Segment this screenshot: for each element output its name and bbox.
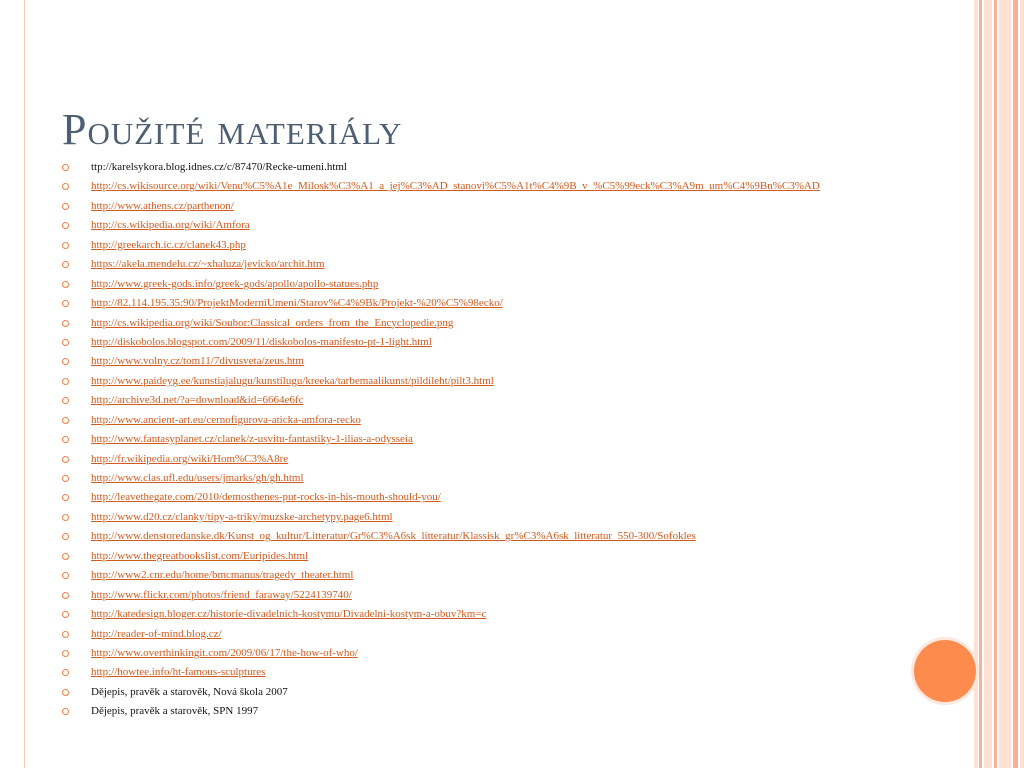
- source-item: [62, 530, 842, 543]
- source-item: [62, 200, 842, 213]
- source-link[interactable]: http://cs.wikisource.org/wiki/Venu%C5%A1e_Milosk%C3%A1_a_jej%C3%AD_stanovi%C5%A1t%C4%9B_v_%C5%99eck%C3%A9m_um%C4%9Bn%C3%AD: [91, 180, 820, 193]
- decorative-stripes: [974, 0, 1024, 768]
- source-item: [62, 628, 842, 641]
- source-link[interactable]: http://www.denstoredanske.dk/Kunst_og_kultur/Litteratur/Gr%C3%A6sk_litteratur/Klassisk_gr%C3%A6sk_litteratur_550-300/Sofokles: [91, 530, 696, 543]
- source-link[interactable]: http://www.ancient-art.eu/cernofigurova-aticka-amfora-recko: [91, 413, 361, 426]
- source-item: [62, 589, 842, 602]
- source-item: [62, 569, 842, 582]
- source-link[interactable]: http://www.paideyg.ee/kunstiajalugu/kunstilugu/kreeka/tarbemaalikunst/pildileht/pilt3.html: [91, 374, 494, 387]
- source-link[interactable]: http://katedesign.bloger.cz/historie-divadelnich-kostymu/Divadelni-kostym-a-obuv?km=c: [91, 608, 487, 621]
- bullet-icon: [62, 553, 69, 560]
- source-item: [62, 297, 842, 310]
- source-item: [62, 355, 842, 368]
- bullet-icon: [62, 222, 69, 229]
- bullet-icon: [62, 708, 69, 715]
- source-text: ttp://karelsykora.blog.idnes.cz/c/87470/Recke-umeni.html: [91, 161, 347, 173]
- source-link[interactable]: http://82.114.195.35:90/ProjektModerniUmeni/Starov%C4%9Bk/Projekt-%20%C5%98ecko/: [91, 297, 503, 310]
- bullet-icon: [62, 514, 69, 521]
- source-link[interactable]: http://reader-of-mind.blog.cz/: [91, 627, 222, 640]
- source-item: [62, 453, 842, 466]
- source-link[interactable]: http://leavethegate.com/2010/demosthenes-put-rocks-in-his-mouth-should-you/: [91, 491, 441, 504]
- source-item: [62, 278, 842, 291]
- source-item: [62, 511, 842, 524]
- source-item: [62, 258, 842, 271]
- source-link[interactable]: http://howtee.info/ht-famous-sculptures: [91, 666, 266, 679]
- source-item: [62, 161, 842, 174]
- bullet-icon: [62, 242, 69, 249]
- source-item: [62, 608, 842, 621]
- source-item: [62, 414, 842, 427]
- bullet-icon: [62, 592, 69, 599]
- bullet-icon: [62, 378, 69, 385]
- source-item: [62, 472, 842, 485]
- bullet-icon: [62, 203, 69, 210]
- sources-list: [62, 161, 842, 725]
- source-text: Dějepis, pravěk a starověk, SPN 1997: [91, 705, 259, 718]
- source-item: [62, 219, 842, 232]
- source-link[interactable]: http://fr.wikipedia.org/wiki/Hom%C3%A8re: [91, 452, 289, 465]
- bullet-icon: [62, 572, 69, 579]
- source-link[interactable]: http://www.greek-gods.info/greek-gods/apollo/apollo-statues.php: [91, 277, 379, 290]
- source-link[interactable]: http://cs.wikipedia.org/wiki/Amfora: [91, 219, 250, 232]
- bullet-icon: [62, 689, 69, 696]
- decorative-orange-circle: [914, 640, 976, 702]
- source-link[interactable]: http://greekarch.ic.cz/clanek43.php: [91, 238, 246, 251]
- bullet-icon: [62, 358, 69, 365]
- source-text: Dějepis, pravěk a starověk, Nová škola 2007: [91, 685, 288, 698]
- bullet-icon: [62, 397, 69, 404]
- source-link[interactable]: http://www.fantasyplanet.cz/clanek/z-usvitu-fantastiky-1-ilias-a-odysseia: [91, 433, 413, 446]
- bullet-icon: [62, 320, 69, 327]
- source-link[interactable]: http://www.overthinkingit.com/2009/06/17/the-how-of-who/: [91, 646, 358, 659]
- source-item: [62, 375, 842, 388]
- source-link[interactable]: http://www.thegreatbookslist.com/Euripides.html: [91, 549, 309, 562]
- source-item: [62, 550, 842, 563]
- source-link[interactable]: http://www.clas.ufl.edu/users/jmarks/gh/gh.html: [91, 472, 304, 484]
- source-item: [62, 336, 842, 349]
- bullet-icon: [62, 475, 69, 482]
- source-item: [62, 239, 842, 252]
- source-item: [62, 705, 842, 718]
- bullet-icon: [62, 300, 69, 307]
- bullet-icon: [62, 164, 69, 171]
- source-item: [62, 180, 842, 193]
- bullet-icon: [62, 669, 69, 676]
- source-item: [62, 647, 842, 660]
- bullet-icon: [62, 494, 69, 501]
- bullet-icon: [62, 339, 69, 346]
- source-link[interactable]: http://cs.wikipedia.org/wiki/Soubor:Classical_orders_from_the_Encyclopedie.png: [91, 316, 454, 329]
- source-item: [62, 491, 842, 504]
- source-link[interactable]: https://akela.mendelu.cz/~xhaluza/jevicko/archit.htm: [91, 258, 325, 271]
- source-link[interactable]: http://www.volny.cz/tom11/7divusveta/zeus.htm: [91, 355, 304, 368]
- bullet-icon: [62, 650, 69, 657]
- bullet-icon: [62, 261, 69, 268]
- bullet-icon: [62, 631, 69, 638]
- source-item: [62, 433, 842, 446]
- source-item: [62, 686, 842, 699]
- source-link[interactable]: http://diskobolos.blogspot.com/2009/11/diskobolos-manifesto-pt-1-light.html: [91, 335, 432, 348]
- source-link[interactable]: http://archive3d.net/?a=download&id=6664e6fc: [91, 394, 304, 407]
- source-item: [62, 666, 842, 679]
- source-item: [62, 317, 842, 330]
- source-item: [62, 394, 842, 407]
- slide-title: Použité materiály: [62, 105, 403, 154]
- bullet-icon: [62, 611, 69, 618]
- source-link[interactable]: http://www.d20.cz/clanky/tipy-a-triky/muzske-archetypy.page6.html: [91, 510, 393, 523]
- bullet-icon: [62, 183, 69, 190]
- bullet-icon: [62, 436, 69, 443]
- source-link[interactable]: http://www2.cnr.edu/home/bmcmanus/tragedy_theater.html: [91, 569, 354, 582]
- source-link[interactable]: http://www.athens.cz/parthenon/: [91, 199, 234, 212]
- bullet-icon: [62, 417, 69, 424]
- source-link[interactable]: http://www.flickr.com/photos/friend_faraway/5224139740/: [91, 588, 352, 601]
- bullet-icon: [62, 533, 69, 540]
- bullet-icon: [62, 456, 69, 463]
- bullet-icon: [62, 281, 69, 288]
- left-margin-rule: [24, 0, 25, 768]
